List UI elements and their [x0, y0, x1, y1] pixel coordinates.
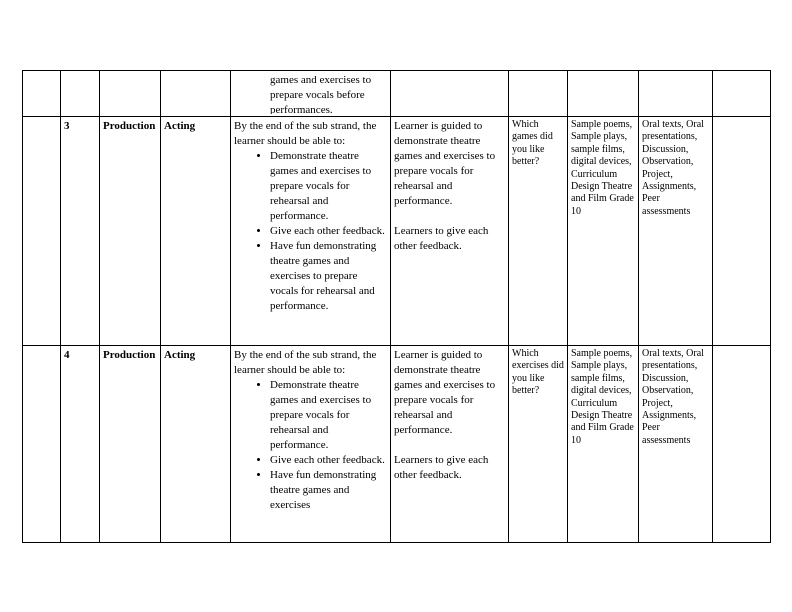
- resources-cell: [568, 346, 639, 543]
- outcomes-intro: By the end of the sub strand, the learner should be able to:: [234, 349, 377, 376]
- outcome-item: • Demonstrate theatre games and exercises to prepare vocals for rehearsal and performance.: [270, 378, 387, 453]
- outcome-item: • Have fun demonstrating theatre games and exercises to prepare vocals for rehearsal and performance.: [270, 239, 387, 314]
- sub-strand-label: Acting: [164, 120, 196, 132]
- lesson-number: 4: [64, 349, 70, 361]
- empty-cell: [23, 71, 61, 117]
- strand-cell: [100, 346, 161, 543]
- empty-cell: [23, 117, 61, 346]
- experiences-cell: [391, 117, 509, 346]
- outcomes-list: [234, 149, 387, 314]
- inquiry-cell: [509, 71, 568, 117]
- strand-cell: [100, 117, 161, 346]
- continuation-text: games and exercises to prepare vocals before performances.: [270, 74, 372, 114]
- assessment-cell: [639, 346, 713, 543]
- sub-strand-cell: [161, 117, 231, 346]
- strand-label: Production: [103, 349, 156, 361]
- table-row-continuation: [23, 71, 771, 117]
- outcomes-cell: [231, 117, 391, 346]
- empty-cell: [713, 346, 771, 543]
- inquiry-question: Which games did you like better?: [512, 119, 553, 168]
- inquiry-cell: [509, 117, 568, 346]
- inquiry-question: Which exercises did you like better?: [512, 348, 564, 397]
- lesson-number-cell: [61, 71, 100, 117]
- resources-cell: [568, 71, 639, 117]
- experience-paragraph: Learner is guided to demonstrate theatre games and exercises to prepare vocals for rehearsal and performance.: [394, 120, 496, 207]
- lesson-number-cell: [61, 346, 100, 543]
- assessment-cell: [639, 117, 713, 346]
- strand-cell: [100, 71, 161, 117]
- outcome-item: • Give each other feedback.: [270, 224, 387, 239]
- outcome-item: • Give each other feedback.: [270, 453, 387, 468]
- empty-cell: [23, 346, 61, 543]
- experiences-cell: [391, 71, 509, 117]
- resources-text: Sample poems, Sample plays, sample films, digital devices, Curriculum Design Theatre and Film Grade 10: [571, 119, 634, 217]
- assessment-text: Oral texts, Oral presentations, Discussion, Observation, Project, Assignments, Peer assessments: [642, 348, 704, 446]
- table-row-lesson-3: [23, 117, 771, 346]
- outcomes-list: [234, 378, 387, 513]
- sub-strand-cell: [161, 346, 231, 543]
- outcomes-cell: [231, 71, 391, 117]
- outcomes-intro: By the end of the sub strand, the learner should be able to:: [234, 120, 377, 147]
- experience-paragraph: Learners to give each other feedback.: [394, 454, 489, 481]
- sub-strand-cell: [161, 71, 231, 117]
- experience-paragraph: Learners to give each other feedback.: [394, 225, 489, 252]
- strand-label: Production: [103, 120, 156, 132]
- assessment-cell: [639, 71, 713, 117]
- experiences-cell: [391, 346, 509, 543]
- inquiry-cell: [509, 346, 568, 543]
- sub-strand-label: Acting: [164, 349, 196, 361]
- lesson-number-cell: [61, 117, 100, 346]
- resources-text: Sample poems, Sample plays, sample films, digital devices, Curriculum Design Theatre and Film Grade 10: [571, 348, 634, 446]
- empty-cell: [713, 117, 771, 346]
- empty-cell: [713, 71, 771, 117]
- assessment-text: Oral texts, Oral presentations, Discussion, Observation, Project, Assignments, Peer assessments: [642, 119, 704, 217]
- outcome-item: • Have fun demonstrating theatre games and exercises: [270, 468, 387, 513]
- curriculum-table: [22, 70, 771, 543]
- table-row-lesson-4: [23, 346, 771, 543]
- experience-paragraph: Learner is guided to demonstrate theatre games and exercises to prepare vocals for rehearsal and performance.: [394, 349, 496, 436]
- resources-cell: [568, 117, 639, 346]
- outcome-item: • Demonstrate theatre games and exercises to prepare vocals for rehearsal and performance.: [270, 149, 387, 224]
- outcomes-cell: [231, 346, 391, 543]
- lesson-number: 3: [64, 120, 70, 132]
